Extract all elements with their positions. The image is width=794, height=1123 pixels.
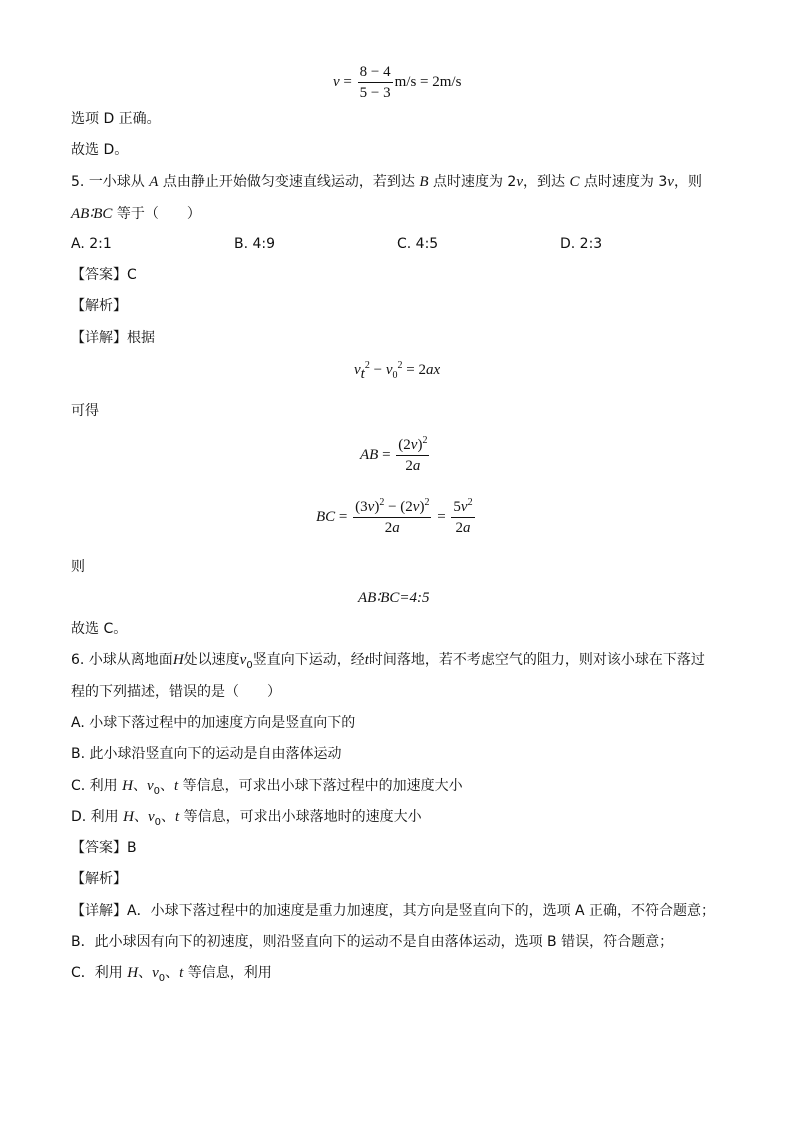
q4-option-d-correct: 选项 D 正确。 bbox=[71, 111, 161, 127]
q5-answer: 【答案】C bbox=[71, 267, 137, 283]
q6-option-b: B. 此小球沿竖直向下的运动是自由落体运动 bbox=[71, 746, 342, 762]
q5-stem-line2: AB∶BC 等于（ ） bbox=[71, 206, 201, 222]
q6-analysis: 【解析】 bbox=[71, 871, 127, 887]
q5-analysis: 【解析】 bbox=[71, 298, 127, 314]
q6-option-c: C. 利用 H、$v_0$、t 等信息，可求出小球下落过程中的加速度大小 bbox=[71, 778, 463, 797]
q4-conclusion: 故选 D。 bbox=[71, 142, 129, 158]
q6-stem: 6. 小球从离地面H处以速度$v_0$竖直向下运动，经t时间落地，若不考虑空气的阻力，则对该小球在下落过 bbox=[71, 652, 705, 671]
q5-option-d: D. 2:3 bbox=[560, 236, 603, 252]
q5-option-b: B. 4:9 bbox=[234, 236, 276, 252]
q5-stem: 5. 一小球从 A 点由静止开始做匀变速直线运动，若到达 B 点时速度为 2v，到达 C 点时速度为 3v，则 bbox=[71, 174, 702, 190]
q6-answer: 【答案】B bbox=[71, 840, 137, 856]
velocity-equation: v = $\frac{8 - 4}{5 - 3}$ m/s = 2m/s bbox=[333, 64, 462, 101]
frac-numerator: 8 − 4 bbox=[359, 64, 391, 80]
q5-ze: 则 bbox=[71, 559, 85, 575]
ab-equation: AB = $\frac{(2v)^2}{2a}$ bbox=[360, 435, 428, 474]
q5-conclusion: 故选 C。 bbox=[71, 621, 128, 637]
q6-option-a: A. 小球下落过程中的加速度方向是竖直向下的 bbox=[71, 715, 356, 731]
ratio-result: AB∶BC=4:5 bbox=[358, 590, 430, 606]
q5-kedei: 可得 bbox=[71, 403, 99, 419]
q6-detail-c: C．利用 H、$v_0$、t 等信息，利用 bbox=[71, 965, 272, 984]
q6-detail-b: B．此小球因有向下的初速度，则沿竖直向下的运动不是自由落体运动，选项 B 错误，符合题意； bbox=[71, 934, 674, 950]
q5-option-a: A. 2:1 bbox=[71, 236, 112, 252]
frac-denominator: 5 − 3 bbox=[358, 82, 393, 103]
kinematic-equation: $v_t^2 - v_0^2 = 2ax$ bbox=[354, 360, 441, 382]
q6-option-d: D. 利用 H、$v_0$、t 等信息，可求出小球落地时的速度大小 bbox=[71, 809, 422, 828]
q6-detail-a: 【详解】A．小球下落过程中的加速度是重力加速度，其方向是竖直向下的，选项 A 正确，不符合题意； bbox=[71, 903, 716, 919]
q5-detail: 【详解】根据 bbox=[71, 330, 155, 346]
q5-option-c: C. 4:5 bbox=[397, 236, 439, 252]
bc-equation: BC = $\frac{(3v)^2 - (2v)^2}{2a}$ = $\frac{5v^2}{2a}$ bbox=[316, 497, 473, 536]
q6-stem-line2: 程的下列描述，错误的是（ ） bbox=[71, 684, 281, 700]
